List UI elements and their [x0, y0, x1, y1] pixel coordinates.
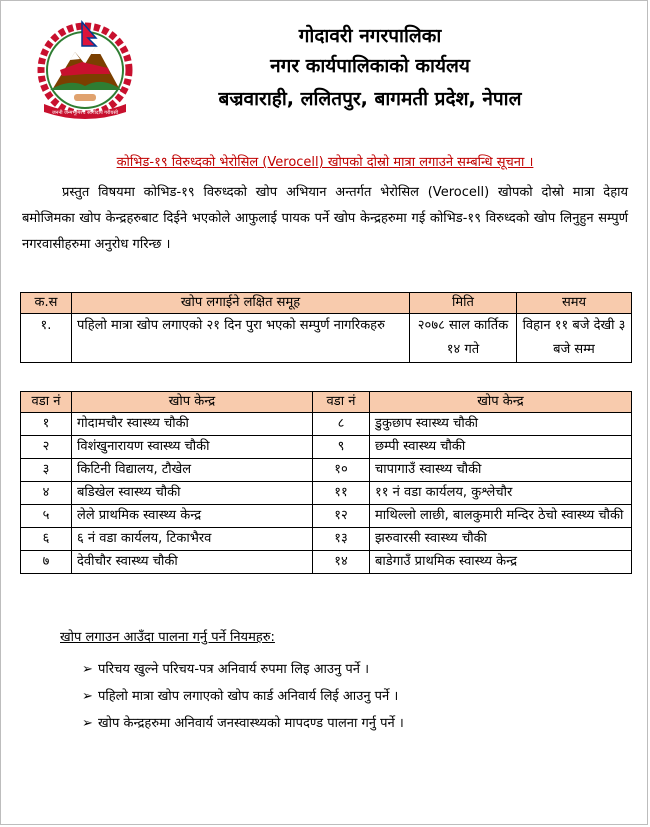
center-name: डुकुछाप स्वास्थ्य चौकी — [370, 413, 632, 436]
col-header-center-1: खोप केन्द्र — [72, 392, 313, 413]
center-name: विशंखुनारायण स्वास्थ्य चौकी — [72, 436, 313, 459]
table-row — [21, 482, 632, 505]
ward-number: ३ — [21, 459, 72, 482]
table-row — [21, 436, 632, 459]
center-name: किटिनी विद्यालय, टौखेल — [72, 459, 313, 482]
table-row — [21, 551, 632, 574]
center-name: झरुवारसी स्वास्थ्य चौकी — [370, 528, 632, 551]
center-name: ६ नं वडा कार्यलय, टिकाभैरव — [72, 528, 313, 551]
col-header-group: खोप लगाईने लक्षित समूह — [72, 293, 410, 314]
notice-body: प्रस्तुत विषयमा कोभिड-१९ विरुध्दको खोप अभियान अन्तर्गत भेरोसिल (Verocell) खोपको दोस्रो मात्रा देहाय बमोजिमका खोप केन्द्रहरुबाट दिईने भएकोले आफुलाई पायक पर्ने खोप केन्द्रहरुमा गई कोभिड-१९ विरुध्दको खोप लिनुहुन सम्पुर्ण नगरवासीहरुमा अनुरोध गरिन्छ । — [22, 185, 628, 252]
list-item — [82, 683, 404, 710]
list-item — [82, 710, 404, 737]
centers-header-row — [21, 392, 632, 413]
rules-title: खोप लगाउन आउँदा पालना गर्नु पर्ने नियमहरु: — [60, 630, 275, 645]
svg-text:जननी जन्मभूमिश्च स्वर्गादपि गर: जननी जन्मभूमिश्च स्वर्गादपि गरीयसी — [51, 110, 119, 116]
list-item — [82, 656, 404, 683]
center-name: ११ नं वडा कार्यलय, कुश्लेचौर — [370, 482, 632, 505]
notice-title: कोभिड-१९ विरुध्दको भेरोसिल (Verocell) खोपको दोस्रो मात्रा लगाउने सम्बन्धि सूचना । — [116, 155, 534, 170]
rule-text: परिचय खुल्ने परिचय-पत्र अनिवार्य रुपमा लिइ आउनु पर्ने । — [98, 662, 370, 677]
ward-number: ५ — [21, 505, 72, 528]
col-header-time: समय — [517, 293, 632, 314]
table-row — [21, 459, 632, 482]
rules-list — [82, 656, 404, 737]
row-group: पहिलो मात्रा खोप लगाएको २१ दिन पुरा भएको सम्पुर्ण नागरिकहरु — [72, 314, 410, 363]
col-header-ward-1: वडा नं — [21, 392, 72, 413]
center-name: लेले प्राथमिक स्वास्थ्य केन्द्र — [72, 505, 313, 528]
row-sn: १. — [21, 314, 72, 363]
col-header-ward-2: वडा नं — [313, 392, 370, 413]
ward-number: १४ — [313, 551, 370, 574]
schedule-table — [20, 292, 632, 363]
ward-number: ९ — [313, 436, 370, 459]
ward-number: ७ — [21, 551, 72, 574]
ward-number: ११ — [313, 482, 370, 505]
table-row — [21, 413, 632, 436]
ward-number: १३ — [313, 528, 370, 551]
center-name: माथिल्लो लाछी, बालकुमारी मन्दिर ठेचो स्वास्थ्य चौकी — [370, 505, 632, 528]
office-name: नगर कार्यपालिकाको कार्यलय — [270, 55, 470, 77]
col-header-sn: क.स — [21, 293, 72, 314]
nepal-emblem-logo — [30, 12, 140, 122]
center-name: गोदामचौर स्वास्थ्य चौकी — [72, 413, 313, 436]
center-name: बाडेगाउँ प्राथमिक स्वास्थ्य केन्द्र — [370, 551, 632, 574]
arrow-bullet-icon: ➢ — [82, 689, 93, 704]
center-name: छम्पी स्वास्थ्य चौकी — [370, 436, 632, 459]
ward-number: ६ — [21, 528, 72, 551]
ward-number: ८ — [313, 413, 370, 436]
ward-number: १० — [313, 459, 370, 482]
center-name: बडिखेल स्वास्थ्य चौकी — [72, 482, 313, 505]
schedule-header-row — [21, 293, 632, 314]
ward-number: ४ — [21, 482, 72, 505]
col-header-center-2: खोप केन्द्र — [370, 392, 632, 413]
vaccination-centers-table — [20, 391, 632, 574]
center-name: देवीचौर स्वास्थ्य चौकी — [72, 551, 313, 574]
row-time: विहान ११ बजे देखी ३ बजे सम्म — [517, 314, 632, 363]
rule-text: खोप केन्द्रहरुमा अनिवार्य जनस्वास्थ्यको मापदण्ड पालना गर्नु पर्ने । — [98, 716, 404, 731]
table-row — [21, 314, 632, 363]
arrow-bullet-icon: ➢ — [82, 716, 93, 731]
ward-number: २ — [21, 436, 72, 459]
rule-text: पहिलो मात्रा खोप लगाएको खोप कार्ड अनिवार्य लिई आउनु पर्ने । — [98, 689, 399, 704]
row-date: २०७८ साल कार्तिक १४ गते — [410, 314, 517, 363]
center-name: चापागाउँ स्वास्थ्य चौकी — [370, 459, 632, 482]
office-address: बज्रवाराही, ललितपुर, बागमती प्रदेश, नेपाल — [218, 88, 522, 110]
col-header-date: मिति — [410, 293, 517, 314]
table-row — [21, 528, 632, 551]
arrow-bullet-icon: ➢ — [82, 662, 93, 677]
ward-number: १ — [21, 413, 72, 436]
municipality-name: गोदावरी नगरपालिका — [298, 25, 442, 47]
table-row — [21, 505, 632, 528]
ward-number: १२ — [313, 505, 370, 528]
